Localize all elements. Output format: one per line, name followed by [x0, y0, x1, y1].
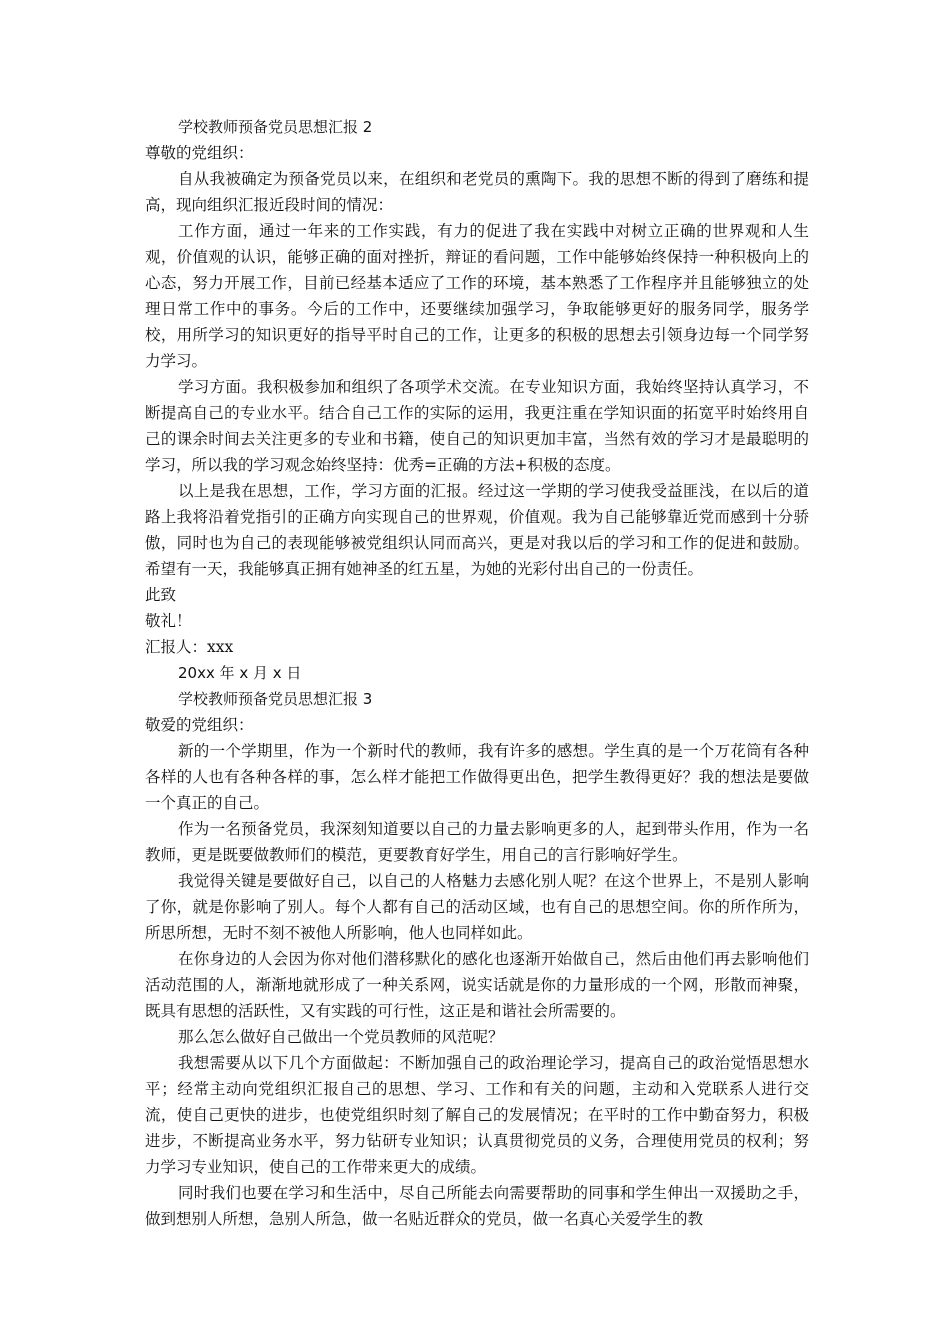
report-2-paragraph: 工作方面，通过一年来的工作实践，有力的促进了我在实践中对树立正确的世界观和人生观，价值观的认识，能够正确的面对挫折，辩证的看问题，工作中能够始终保持一种积极向上的心态，努力开展工作，目前已经基本适应了工作的环境，基本熟悉了工作程序并且能够独立的处理日常工作中的事务。今后的工作中，还要继续加强学习，争取能够更好的服务同学，服务学校，用所学习的知识更好的指导平时自己的工作，让更多的积极的思想去引领身边每一个同学努力学习。: [145, 222, 809, 370]
report-2-date: 20xx 年 x 月 x 日: [178, 664, 302, 682]
report-3-paragraph: 我想需要从以下几个方面做起：不断加强自己的政治理论学习，提高自己的政治觉悟思想水平；经常主动向党组织汇报自己的思想、学习、工作和有关的问题，主动和入党联系人进行交流，使自己更快的进步，也使党组织时刻了解自己的发展情况；在平时的工作中勤奋努力，积极进步，不断提高业务水平，努力钻研专业知识；认真贯彻党员的义务，合理使用党员的权利；努力学习专业知识，使自己的工作带来更大的成绩。: [145, 1054, 809, 1176]
report-3-paragraph: 新的一个学期里，作为一个新时代的教师，我有许多的感想。学生真的是一个万花筒有各种各样的人也有各种各样的事，怎么样才能把工作做得更出色，把学生教得更好？我的想法是要做一个真正的自己。: [145, 742, 809, 812]
report-3-paragraph: 同时我们也要在学习和生活中，尽自己所能去向需要帮助的同事和学生伸出一双援助之手，做到想别人所想，急别人所急，做一名贴近群众的党员，做一名真心关爱学生的教: [145, 1184, 809, 1228]
report-3-paragraph: 那么怎么做好自己做出一个党员教师的风范呢？: [178, 1028, 504, 1046]
report-3-title: 学校教师预备党员思想汇报 3: [178, 690, 373, 708]
report-2-closing-salute: 敬礼！: [145, 612, 192, 630]
report-3-salutation: 敬爱的党组织：: [145, 716, 254, 734]
report-2-paragraph: 学习方面。我积极参加和组织了各项学术交流。在专业知识方面，我始终坚持认真学习，不断提高自己的专业水平。结合自己工作的实际的运用，我更注重在学知识面的拓宽平时始终用自己的课余时间去关注更多的专业和书籍，使自己的知识更加丰富，当然有效的学习才是最聪明的学习，所以我的学习观念始终坚持：优秀=正确的方法+积极的态度。: [145, 378, 809, 474]
report-2-paragraph: 以上是我在思想，工作，学习方面的汇报。经过这一学期的学习使我受益匪浅，在以后的道路上我将沿着党指引的正确方向实现自己的世界观，价值观。我为自己能够靠近党而感到十分骄傲，同时也为自己的表现能够被党组织认同而高兴，更是对我以后的学习和工作的促进和鼓励。希望有一天，我能够真正拥有她神圣的红五星，为她的光彩付出自己的一份责任。: [145, 482, 809, 578]
report-3-paragraph: 我觉得关键是要做好自己，以自己的人格魅力去感化别人呢？在这个世界上，不是别人影响了你，就是你影响了别人。每个人都有自己的活动区域，也有自己的思想空间。你的所作所为，所思所想，无时不刻不被他人所影响，他人也同样如此。: [145, 872, 809, 942]
report-3-paragraph: 作为一名预备党员，我深刻知道要以自己的力量去影响更多的人，起到带头作用，作为一名教师，更是既要做教师们的模范，更要教育好学生，用自己的言行影响好学生。: [145, 820, 809, 864]
document-page: [145, 114, 809, 1232]
report-3-paragraph: 在你身边的人会因为你对他们潜移默化的感化也逐渐开始做自己，然后由他们再去影响他们活动范围的人，渐渐地就形成了一种关系网，说实话就是你的力量形成的一个网，形散而神聚，既具有思想的活跃性，又有实践的可行性，这正是和谐社会所需要的。: [145, 950, 809, 1020]
report-2-reporter: 汇报人：xxx: [145, 638, 234, 656]
report-2-closing-respect: 此致: [145, 586, 177, 604]
report-2-salutation: 尊敬的党组织：: [145, 144, 254, 162]
report-2-title: 学校教师预备党员思想汇报 2: [178, 118, 373, 136]
report-2-paragraph: 自从我被确定为预备党员以来，在组织和老党员的熏陶下。我的思想不断的得到了磨练和提高，现向组织汇报近段时间的情况：: [145, 170, 809, 214]
